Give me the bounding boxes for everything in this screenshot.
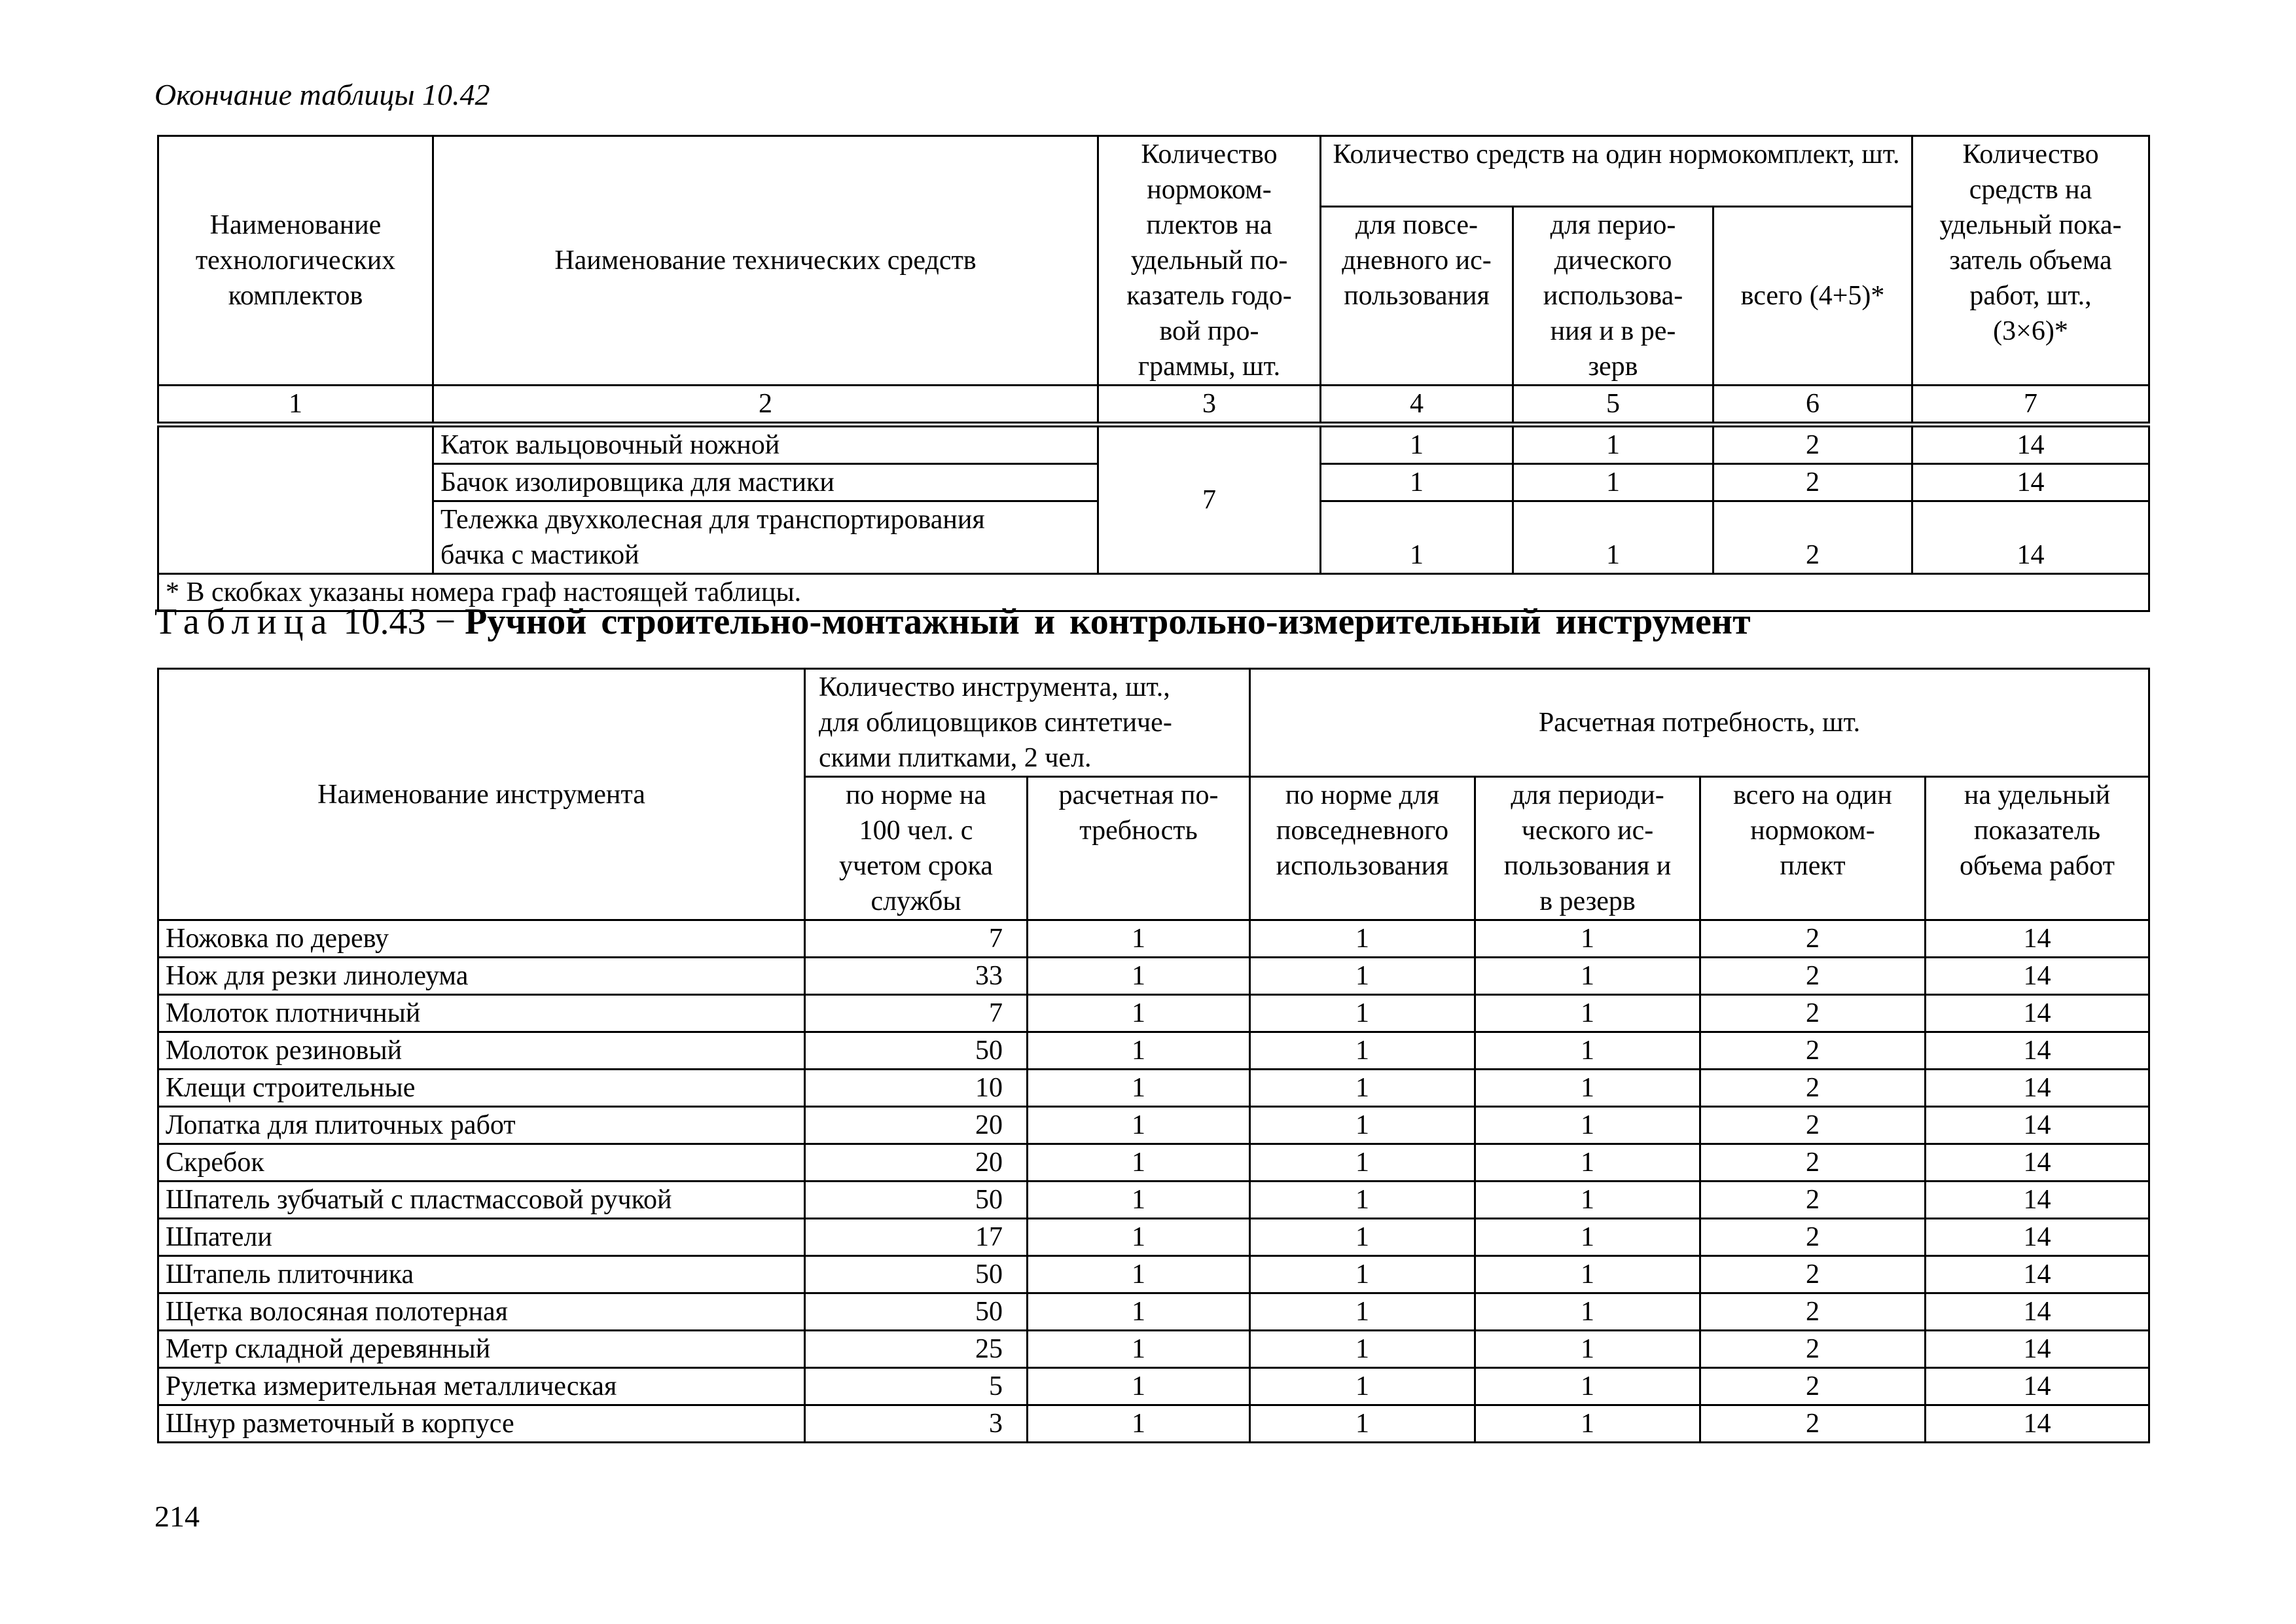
- tool-norm: 25: [805, 1331, 1028, 1368]
- tool-name: Нож для резки линолеума: [158, 958, 805, 995]
- tool-periodic: 1: [1475, 1182, 1700, 1219]
- tool-daily: 1: [1250, 1182, 1475, 1219]
- tool-name: Молоток плотничный: [158, 995, 805, 1032]
- tool-total: 2: [1700, 1144, 1926, 1182]
- t2-header-tool-name: Наименование инструмента: [158, 669, 805, 920]
- t2-header-calc: расчетная по- требность: [1028, 777, 1250, 920]
- tool-daily: 1: [1250, 1032, 1475, 1070]
- tool-daily: 1: [1250, 920, 1475, 958]
- table-row: [158, 1256, 2149, 1293]
- table-row: [158, 1405, 2149, 1443]
- t1-cell: 1: [1321, 501, 1513, 574]
- tool-name: Шпатель зубчатый с пластмассовой ручкой: [158, 1182, 805, 1219]
- t1-row-name: Каток вальцовочный ножной: [433, 425, 1098, 464]
- tool-total: 2: [1700, 1070, 1926, 1107]
- tool-periodic: 1: [1475, 1070, 1700, 1107]
- t1-cell: 14: [1912, 425, 2149, 464]
- tool-calc: 1: [1028, 1032, 1250, 1070]
- tool-name: Клещи строительные: [158, 1070, 805, 1107]
- table-10-42: [157, 135, 2150, 612]
- tool-specific: 14: [1926, 958, 2149, 995]
- table-continuation-caption: Окончание таблицы 10.42: [154, 78, 490, 111]
- tool-periodic: 1: [1475, 1331, 1700, 1368]
- tool-norm: 10: [805, 1070, 1028, 1107]
- tool-norm: 33: [805, 958, 1028, 995]
- tool-calc: 1: [1028, 1219, 1250, 1256]
- t1-colnum: 4: [1321, 386, 1513, 425]
- t1-cell: 1: [1513, 501, 1713, 574]
- t1-complex-empty: [158, 425, 433, 574]
- tool-norm: 20: [805, 1144, 1028, 1182]
- tool-calc: 1: [1028, 995, 1250, 1032]
- t1-colnum: 3: [1098, 386, 1321, 425]
- tool-norm: 20: [805, 1107, 1028, 1144]
- table-row: [158, 1331, 2149, 1368]
- tool-name: Шнур разметочный в корпусе: [158, 1405, 805, 1443]
- table-row: [158, 1144, 2149, 1182]
- table-row: [158, 1293, 2149, 1331]
- t1-colnum: 1: [158, 386, 433, 425]
- tool-total: 2: [1700, 1331, 1926, 1368]
- t1-colnum: 5: [1513, 386, 1713, 425]
- t1-header-technical-means: Наименование технических средств: [433, 136, 1098, 386]
- tool-periodic: 1: [1475, 1107, 1700, 1144]
- t1-cell: 2: [1713, 501, 1912, 574]
- tool-norm: 50: [805, 1182, 1028, 1219]
- tool-total: 2: [1700, 1405, 1926, 1443]
- tool-daily: 1: [1250, 1256, 1475, 1293]
- tool-norm: 50: [805, 1256, 1028, 1293]
- tool-specific: 14: [1926, 1144, 2149, 1182]
- t1-cell: 1: [1321, 464, 1513, 501]
- tool-norm: 7: [805, 920, 1028, 958]
- tool-calc: 1: [1028, 1182, 1250, 1219]
- tool-periodic: 1: [1475, 1405, 1700, 1443]
- t1-cell: 1: [1321, 425, 1513, 464]
- t1-header-norm-sets: Количество нормоком- плектов на удельный по- казатель годо- вой про- граммы, шт.: [1098, 136, 1321, 386]
- tool-specific: 14: [1926, 1032, 2149, 1070]
- t2-header-periodic: для периоди- ческого ис- пользования и в резерв: [1475, 777, 1700, 920]
- tool-periodic: 1: [1475, 1032, 1700, 1070]
- tool-periodic: 1: [1475, 1293, 1700, 1331]
- tool-daily: 1: [1250, 1219, 1475, 1256]
- tool-daily: 1: [1250, 1293, 1475, 1331]
- t2-header-specific: на удельный показатель объема работ: [1926, 777, 2149, 920]
- t1-header-periodic-use: для перио- дического использова- ния и в ре- зерв: [1513, 207, 1713, 386]
- t2-header-calc-need: Расчетная потребность, шт.: [1250, 669, 2149, 777]
- tool-calc: 1: [1028, 1405, 1250, 1443]
- tool-calc: 1: [1028, 1256, 1250, 1293]
- tool-norm: 7: [805, 995, 1028, 1032]
- tool-total: 2: [1700, 1107, 1926, 1144]
- tool-calc: 1: [1028, 920, 1250, 958]
- table-row: [158, 1219, 2149, 1256]
- t1-colnum: 7: [1912, 386, 2149, 425]
- tool-total: 2: [1700, 920, 1926, 958]
- t1-header-complexes: Наименование технологических комплектов: [158, 136, 433, 386]
- tool-name: Скребок: [158, 1144, 805, 1182]
- tool-daily: 1: [1250, 1144, 1475, 1182]
- tool-specific: 14: [1926, 1405, 2149, 1443]
- tool-calc: 1: [1028, 1293, 1250, 1331]
- tool-periodic: 1: [1475, 1256, 1700, 1293]
- tool-norm: 17: [805, 1219, 1028, 1256]
- tool-norm: 50: [805, 1293, 1028, 1331]
- tool-calc: 1: [1028, 1107, 1250, 1144]
- t1-header-daily-use: для повсе- дневного ис- пользования: [1321, 207, 1513, 386]
- t1-header-means-per-set: Количество средств на один нормокомплект, шт.: [1321, 136, 1912, 207]
- tool-periodic: 1: [1475, 958, 1700, 995]
- table-10-43: [157, 668, 2150, 1443]
- tool-total: 2: [1700, 995, 1926, 1032]
- t1-cell: 1: [1513, 425, 1713, 464]
- t1-cell: 14: [1912, 464, 2149, 501]
- t1-footnote: * В скобках указаны номера граф настоящей таблицы.: [158, 574, 2149, 611]
- table-row: [158, 995, 2149, 1032]
- tool-total: 2: [1700, 1182, 1926, 1219]
- t1-colnum: 2: [433, 386, 1098, 425]
- tool-specific: 14: [1926, 1331, 2149, 1368]
- tool-calc: 1: [1028, 1331, 1250, 1368]
- tool-name: Рулетка измерительная металлическая: [158, 1368, 805, 1405]
- tool-daily: 1: [1250, 995, 1475, 1032]
- t2-body: [158, 920, 2149, 1443]
- table-row: [158, 1107, 2149, 1144]
- tool-name: Штапель плиточника: [158, 1256, 805, 1293]
- tool-specific: 14: [1926, 1293, 2149, 1331]
- tool-total: 2: [1700, 1293, 1926, 1331]
- tool-calc: 1: [1028, 1070, 1250, 1107]
- table-row: [158, 1070, 2149, 1107]
- tool-periodic: 1: [1475, 1219, 1700, 1256]
- tool-name: Лопатка для плиточных работ: [158, 1107, 805, 1144]
- tool-specific: 14: [1926, 1070, 2149, 1107]
- tool-norm: 50: [805, 1032, 1028, 1070]
- tool-norm: 5: [805, 1368, 1028, 1405]
- t1-row-name: Тележка двухколесная для транспортирования бачка с мастикой: [433, 501, 1098, 574]
- tool-calc: 1: [1028, 1144, 1250, 1182]
- tool-periodic: 1: [1475, 1368, 1700, 1405]
- tool-specific: 14: [1926, 1256, 2149, 1293]
- tool-specific: 14: [1926, 995, 2149, 1032]
- t1-header-means-specific: Количество средств на удельный пока- затель объема работ, шт., (3×6)*: [1912, 136, 2149, 386]
- tool-name: Метр складной деревянный: [158, 1331, 805, 1368]
- tool-periodic: 1: [1475, 995, 1700, 1032]
- tool-daily: 1: [1250, 1368, 1475, 1405]
- tool-calc: 1: [1028, 1368, 1250, 1405]
- tool-daily: 1: [1250, 1405, 1475, 1443]
- tool-total: 2: [1700, 1368, 1926, 1405]
- tool-daily: 1: [1250, 1070, 1475, 1107]
- tool-periodic: 1: [1475, 920, 1700, 958]
- tool-name: Щетка волосяная полотерная: [158, 1293, 805, 1331]
- tool-total: 2: [1700, 1032, 1926, 1070]
- table-row: [158, 920, 2149, 958]
- t1-colnum: 6: [1713, 386, 1912, 425]
- tool-total: 2: [1700, 1219, 1926, 1256]
- tool-specific: 14: [1926, 1107, 2149, 1144]
- tool-calc: 1: [1028, 958, 1250, 995]
- tool-total: 2: [1700, 1256, 1926, 1293]
- table-row: [158, 1182, 2149, 1219]
- table-row: [158, 958, 2149, 995]
- t2-header-daily: по норме для повседневного использования: [1250, 777, 1475, 920]
- t2-header-norm-100: по норме на 100 чел. с учетом срока службы: [805, 777, 1028, 920]
- t1-cell: 1: [1513, 464, 1713, 501]
- tool-specific: 14: [1926, 920, 2149, 958]
- table-10-43-title: Таблица 10.43 − Ручной строительно-монтажный и контрольно-измерительный инструмент: [154, 602, 1751, 642]
- tool-periodic: 1: [1475, 1144, 1700, 1182]
- tool-total: 2: [1700, 958, 1926, 995]
- t1-merged-norm-sets: 7: [1098, 425, 1321, 574]
- t1-cell: 2: [1713, 425, 1912, 464]
- t1-row-name: Бачок изолировщика для мастики: [433, 464, 1098, 501]
- t2-header-tool-count: Количество инструмента, шт., для облицовщиков синтетиче- скими плитками, 2 чел.: [805, 669, 1250, 777]
- t2-header-total: всего на один нормоком- плект: [1700, 777, 1926, 920]
- tool-norm: 3: [805, 1405, 1028, 1443]
- t1-cell: 14: [1912, 501, 2149, 574]
- table-row: [158, 1032, 2149, 1070]
- t1-header-total: всего (4+5)*: [1713, 207, 1912, 386]
- page-number: 214: [154, 1500, 200, 1533]
- tool-name: Ножовка по дереву: [158, 920, 805, 958]
- tool-name: Шпатели: [158, 1219, 805, 1256]
- table-row: [158, 1368, 2149, 1405]
- tool-daily: 1: [1250, 1331, 1475, 1368]
- tool-specific: 14: [1926, 1219, 2149, 1256]
- tool-daily: 1: [1250, 1107, 1475, 1144]
- tool-specific: 14: [1926, 1182, 2149, 1219]
- tool-specific: 14: [1926, 1368, 2149, 1405]
- tool-daily: 1: [1250, 958, 1475, 995]
- tool-name: Молоток резиновый: [158, 1032, 805, 1070]
- t1-cell: 2: [1713, 464, 1912, 501]
